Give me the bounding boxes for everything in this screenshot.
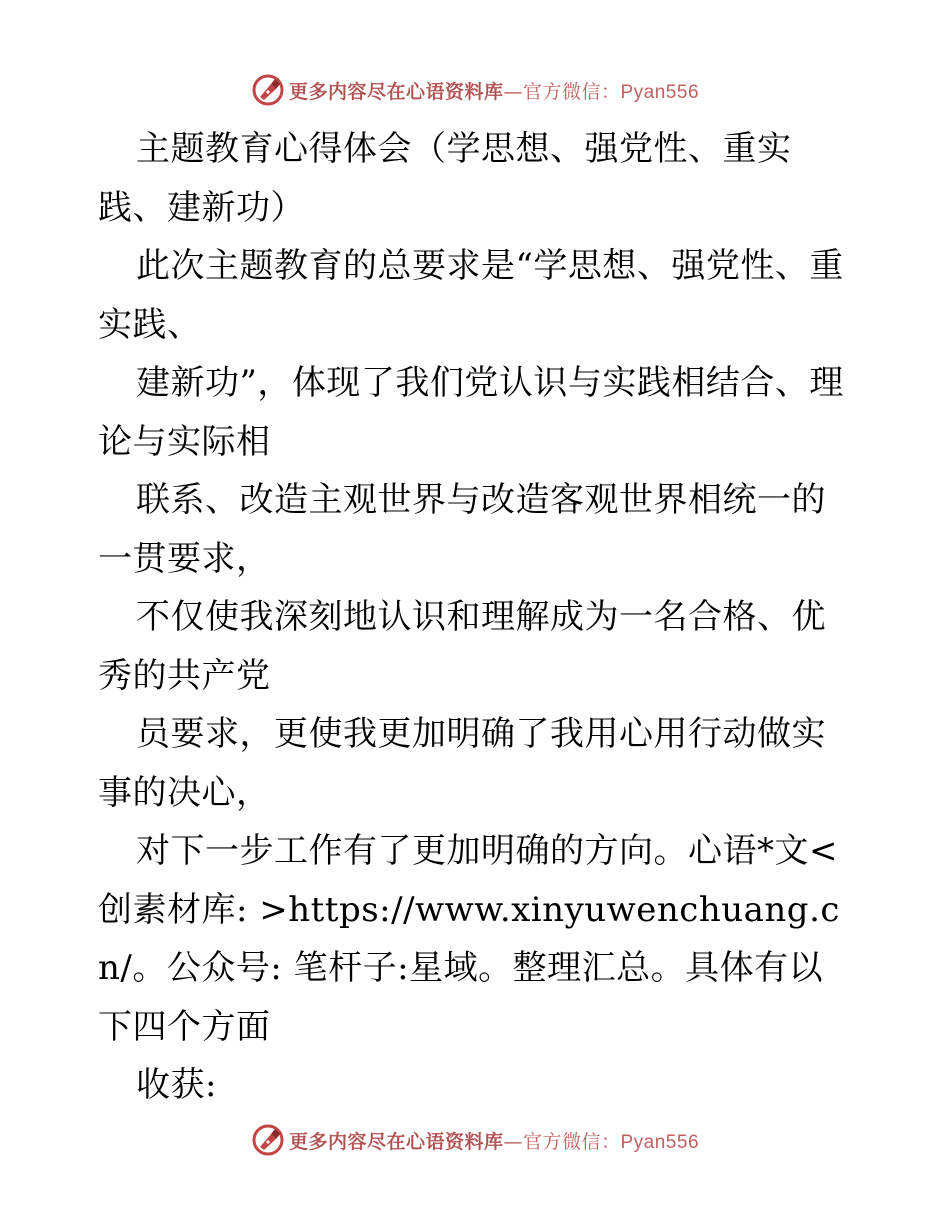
pen-nib-logo-icon xyxy=(251,73,285,107)
doc-paragraph: 建新功”，体现了我们党认识与实践相结合、理论与实际相 xyxy=(98,363,844,462)
footer-banner xyxy=(0,1120,950,1160)
doc-paragraph: 联系、改造主观世界与改造客观世界相统一的一贯要求， xyxy=(98,480,826,579)
banner-wechat-label: 官方微信： xyxy=(522,1130,621,1153)
banner-wechat-id: Pyan556 xyxy=(620,81,700,103)
banner-separator: — xyxy=(503,80,523,103)
doc-paragraph: 员要求，更使我更加明确了我用心用行动做实事的决心， xyxy=(98,714,826,813)
doc-paragraph: 此次主题教育的总要求是“学思想、强党性、重实践、 xyxy=(98,246,844,345)
doc-title: 主题教育心得体会（学思想、强党性、重实践、建新功） xyxy=(98,129,792,228)
pen-nib-logo-icon xyxy=(251,1123,285,1157)
banner-main-text: 更多内容尽在心语资料库 xyxy=(288,1130,504,1153)
header-banner xyxy=(0,70,950,110)
doc-paragraph: 不仅使我深刻地认识和理解成为一名合格、优秀的共产党 xyxy=(98,597,826,696)
banner-separator: — xyxy=(503,1130,523,1153)
doc-paragraph: 对下一步工作有了更加明确的方向。心语*文<创素材库: >https://www.xinyuwenchuang.cn/。公众号: 笔杆子:星域。整理汇总。具体有以下四个方面 xyxy=(98,831,840,1047)
banner-wechat-label: 官方微信： xyxy=(522,80,621,103)
banner-wechat-id: Pyan556 xyxy=(620,1131,700,1153)
doc-paragraph: 收获: xyxy=(136,1065,217,1105)
banner-main-text: 更多内容尽在心语资料库 xyxy=(288,80,504,103)
document-body xyxy=(98,120,854,1115)
